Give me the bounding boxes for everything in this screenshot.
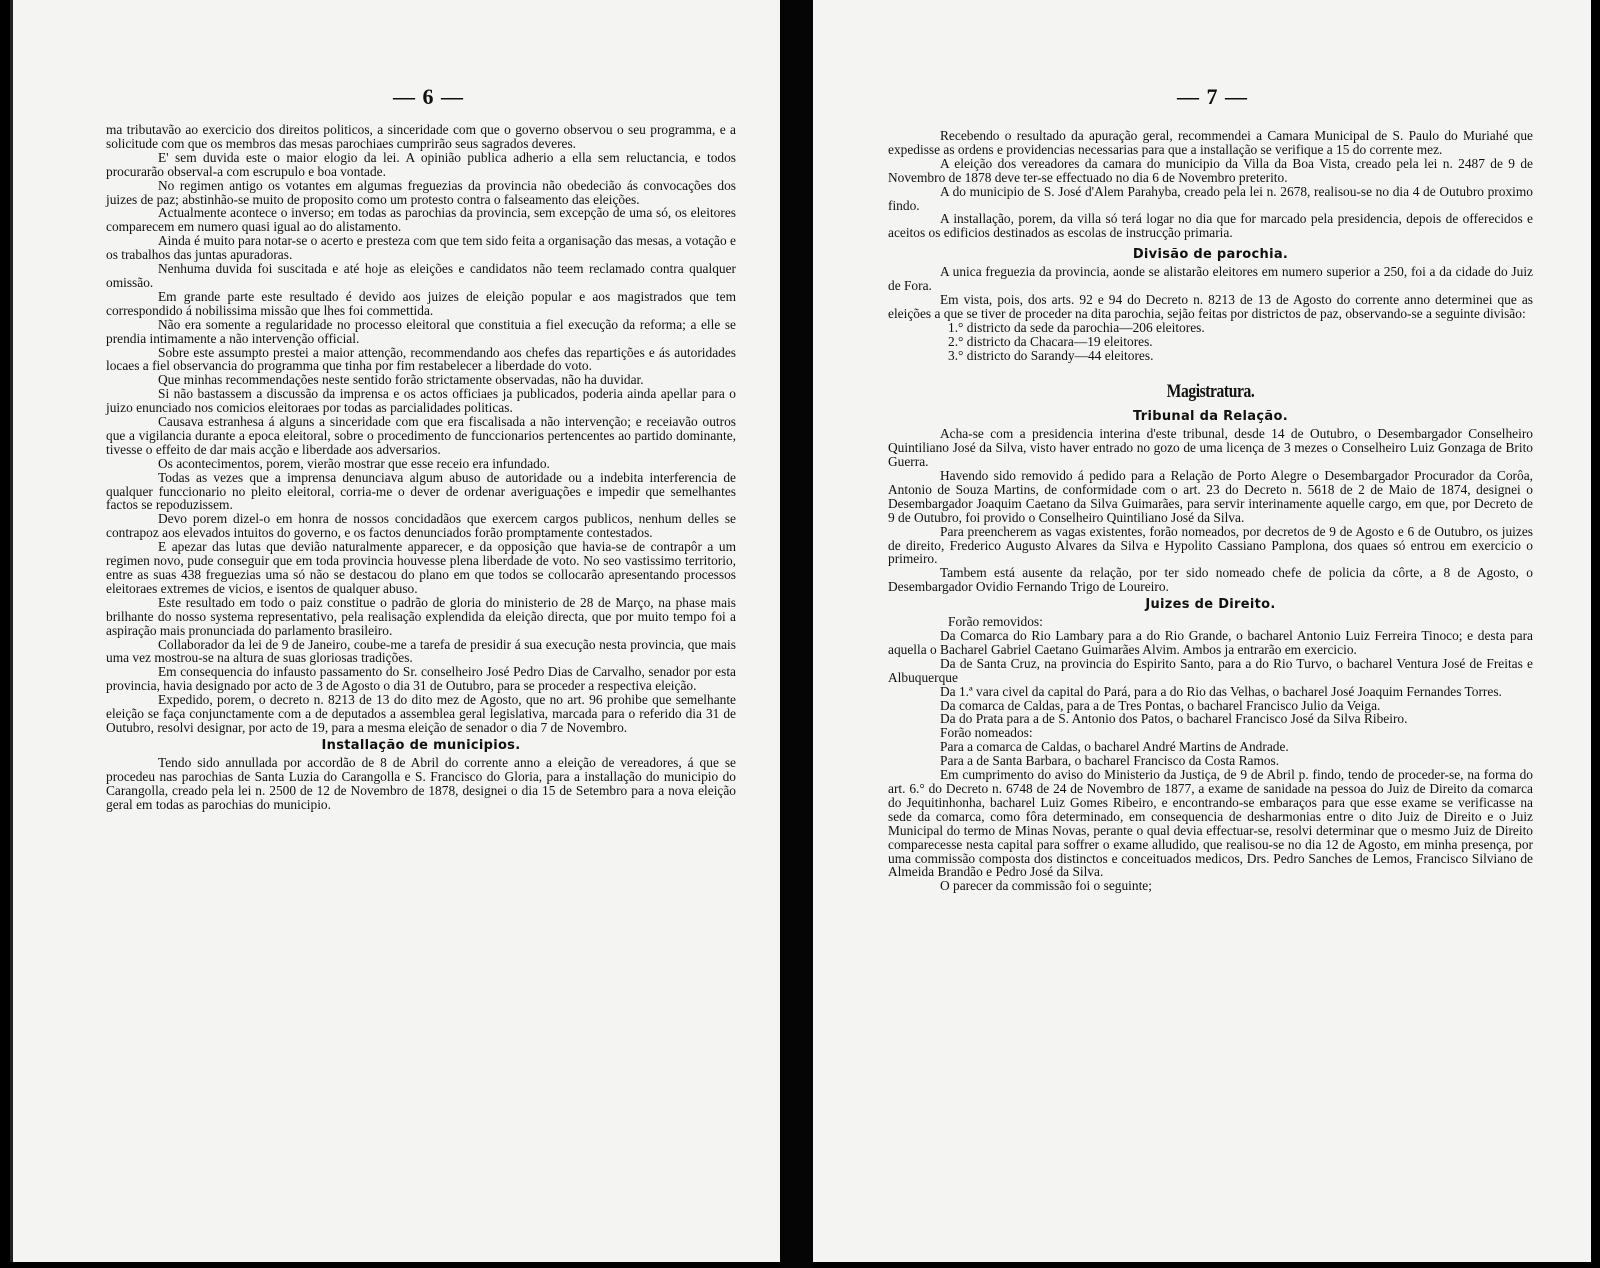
paragraph: Em cumprimento do aviso do Ministerio da Justiça, de 9 de Abril p. findo, tendo de proceder-se, na forma do art. 6.° do Decreto n. 6748 de 24 de Novembro de 1877, a exame de sanidade na pessoa do Juiz de Direito da comarca do Jequitinhonha, bacharel Luiz Gomes Ribeiro, e encontrando-se embaraços para que esse exame se verificasse na sede da comarca, como fôra determinado, em consequencia de desharmonias entre o dito Juiz de Direito e o Juiz Municipal do termo de Minas Novas, perante o qual devia effectuar-se, resolvi determinar que o mesmo Juiz de Direito comparecesse nesta capital para soffrer o exame alludido, que realisou-se no dia 12 de Agosto, em minha presença, por uma commissão composta dos distinctos e conceituados medicos, Drs. Pedro Sanches de Lemos, Francisco Silviano de Almeida Brandão e Pedro José da Silva. <box>888 767 1533 880</box>
paragraph: Ainda é muito para notar-se o acerto e presteza com que tem sido feita a organisação das mesas, a votação e os trabalhos das juntas apuradoras. <box>106 233 736 263</box>
paragraph: E apezar das lutas que devião naturalmente apparecer, e da opposição que havia-se de contrapôr a um regimen novo, pude conseguir que em toda provincia houvesse plena liberdade de voto. No seo vastissimo territorio, entre as suas 438 freguezias uma só não se destacou do plano em que todos se collocarão apresentando processos eleitoraes extremes de vicios, e isentos de qualquer abuso. <box>106 539 736 596</box>
paragraph: Para a comarca de Caldas, o bacharel André Martins de Andrade. <box>940 739 1289 755</box>
paragraph: A unica freguezia da provincia, aonde se alistarão eleitores em numero superior a 250, foi a da cidade do Juiz de Fora. <box>888 264 1533 294</box>
right-paragraphs-divisao <box>888 265 1533 362</box>
left-paragraphs-bottom <box>106 756 736 812</box>
paragraph: Tambem está ausente da relação, por ter sido nomeado chefe de policia da côrte, a 8 de Agosto, o Desembargador Ovidio Fernando Trigo de Loureiro. <box>888 565 1533 595</box>
paragraph: Sobre este assumpto prestei a maior attenção, recommendando aos chefes das repartições e ás autoridades locaes a fiel observancia do programma que tinha por fim restabelecer a liberdade do voto. <box>106 344 736 374</box>
paragraph: 3.° districto do Sarandy—44 eleitores. <box>948 347 1154 363</box>
paragraph: Para a de Santa Barbara, o bacharel Francisco da Costa Ramos. <box>940 753 1280 769</box>
paragraph: 1.° districto da sede da parochia—206 eleitores. <box>948 319 1205 335</box>
paragraph: Que minhas recommendações neste sentido forão strictamente observadas, não ha duvidar. <box>158 372 644 388</box>
heading-divisao: Divisão de parochia. <box>1132 247 1289 263</box>
heading-tribunal: Tribunal da Relação. <box>1133 409 1288 425</box>
paragraph: ma tributavão ao exercicio dos direitos politicos, a sinceridade com que o governo observou o seu programma, e a solicitude com que os membros das mesas parochiaes cumprirão seus sagrados deveres. <box>106 122 736 151</box>
paragraph: Para preencherem as vagas existentes, forão nomeados, por decretos de 9 de Agosto e 6 de Outubro, os juizes de direito, Frederico Augusto Alvares da Silva e Hypolito Cassiano Pamplona, dos quaes só entrou em exercicio o primeiro. <box>888 523 1533 567</box>
paragraph: A installação, porem, da villa só terá logar no dia que for marcado pela presidencia, depois de offerecidos e aceitos os edificios destinados as escolas de instrucção primaria. <box>888 211 1533 241</box>
paragraph: Recebendo o resultado da apuração geral, recommendei a Camara Municipal de S. Paulo do Muriahé que expedisse as ordens e providencias necessarias para que a installação se verifique a 15 do corrente mez. <box>888 128 1533 157</box>
paragraph: Havendo sido removido á pedido para a Relação de Porto Alegre o Desembargador Procurador da Corôa, Antonio de Souza Martins, de conformidade com o art. 23 do Decreto n. 5618 de 2 de Maio de 1874, designei o Desembargador Joaquim Caetano da Silva Guimarães, para servir interinamente aquelle cargo, em que, por Decreto de 9 de Outubro, foi provido o Conselheiro Quintiliano José da Silva. <box>888 468 1533 525</box>
paragraph: Actualmente acontece o inverso; em todas as parochias da provincia, sem excepção de uma só, os eleitores comparecem em numero quasi igual ao do alistamento. <box>106 205 736 235</box>
paragraph: 2.° districto da Chacara—19 eleitores. <box>948 333 1153 349</box>
paragraph: Collaborador da lei de 9 de Janeiro, coube-me a tarefa de presidir á sua execução nesta provincia, que mais uma vez mostrou-se na altura de suas gloriosas tradições. <box>106 636 736 666</box>
paragraph: Em vista, pois, dos arts. 92 e 94 do Decreto n. 8213 de 13 de Agosto do corrente anno determinei que as eleições a que se tiver de proceder na dita parochia, sejão feitas por districtos de paz, observando-se a seguinte divisão: <box>888 291 1533 321</box>
paragraph: Nenhuma duvida foi suscitada e até hoje as eleições e candidatos não teem reclamado contra qualquer omissão. <box>106 261 736 290</box>
page-number: — 6 — <box>393 84 464 109</box>
paragraph: E' sem duvida este o maior elogio da lei. A opinião publica adherio a ella sem reluctancia, e todos procurarão observal-a com escrupulo e boa vontade. <box>106 149 736 179</box>
paragraph: Os acontecimentos, porem, vierão mostrar que esse receio era infundado. <box>158 455 550 471</box>
paragraph: Tendo sido annullada por accordão de 8 de Abril do corrente anno a eleição de vereadores, á que se procedeu nas parochias de Santa Luzia do Carangolla e S. Francisco do Gloria, para a installação do municipio do Carangolla, creado pela lei n. 2500 de 12 de Novembro de 1878, designei o dia 15 de Setembro para a nova eleição geral em todas as parochias do municipio. <box>106 754 736 812</box>
paragraph: Forão nomeados: <box>940 725 1033 741</box>
paragraph: Expedido, porem, o decreto n. 8213 de 13 do dito mez de Agosto, que no art. 96 prohibe que semelhante eleição se faça conjunctamente com a de deputados a assemblea geral legislativa, marcada para o referido dia 31 de Outubro, resolvi designar, por acto de 19, para a mesma eleição de senador o dia 7 de Novembro. <box>106 692 736 735</box>
paragraph: O parecer da commissão foi o seguinte; <box>940 878 1152 894</box>
heading-installacao: Installação de municipios. <box>321 737 521 753</box>
paragraph: Este resultado em todo o paiz constitue o padrão de gloria do ministerio de 28 de Março, na phase mais brilhante do nosso systema representativo, pela realisação explendida da eleição directa, que por muito tempo foi a aspiração mais pronunciada do parlamento brasileiro. <box>106 594 736 638</box>
left-paragraphs-top <box>106 123 736 735</box>
book-gutter <box>780 0 813 1268</box>
page-number: — 7 — <box>1177 84 1248 109</box>
right-paragraphs-top <box>888 129 1533 240</box>
paragraph: Da do Prata para a de S. Antonio dos Patos, o bacharel Francisco José da Silva Ribeiro. <box>940 711 1408 727</box>
right-paragraphs-juizes <box>888 615 1533 893</box>
paragraph: A do municipio de S. José d'Alem Parahyba, creado pela lei n. 2678, realisou-se no dia 4 de Outubro proximo findo. <box>888 183 1533 213</box>
paragraph: Da comarca de Caldas, para a de Tres Pontas, o bacharel Francisco Julio da Veiga. <box>940 697 1381 713</box>
right-paragraphs-tribunal <box>888 427 1533 594</box>
paragraph: Da Comarca do Rio Lambary para a do Rio Grande, o bacharel Antonio Luiz Ferreira Tinoco; e desta para aquella o Bacharel Gabriel Caetano Guimarães Alvim. Ambos ja entrarão em exercicio. <box>888 628 1533 657</box>
paragraph: A eleição dos vereadores da camara do municipio da Villa da Boa Vista, creado pela lei n. 2487 de 9 de Novembro de 1878 deve ter-se effectuado no dia 6 de Novembro preterito. <box>888 155 1533 185</box>
paragraph: Si não bastassem a discussão da imprensa e os actos officiaes ja publicados, poderia ainda apellar para o juizo enunciado nos comicios eleitoraes por todas as parcialidades politicas. <box>106 386 736 416</box>
paragraph: Todas as vezes que a imprensa denunciava algum abuso de autoridade ou a indebita interferencia de qualquer funccionario no pleito eleitoral, corria-me o dever de ordenar averiguações e impedir que semelhantes factos se repoduzissem. <box>106 469 736 513</box>
right-page <box>813 0 1591 1262</box>
left-body <box>106 123 736 811</box>
paragraph: Da 1.ª vara civel da capital do Pará, para a do Rio das Velhas, o bacharel José Joaquim Fernandes Torres. <box>940 683 1502 699</box>
paragraph: Forão removidos: <box>948 614 1043 630</box>
left-page <box>10 0 780 1262</box>
heading-juizes: Juizes de Direito. <box>1145 597 1276 613</box>
paragraph: Causava estranhesa á alguns a sinceridade com que era fiscalisada a não intervenção; e receiavão outros que a vigilancia durante a epoca eleitoral, sobre o procedimento de funccionarios pertencentes ao partido dominante, tivesse o effeito de dar mais acção e liberdade aos adversarios. <box>106 414 736 457</box>
paragraph: Da de Santa Cruz, na provincia do Espirito Santo, para a do Rio Turvo, o bacharel Ventura José de Freitas e Albuquerque <box>888 655 1533 685</box>
paragraph: Em consequencia do infausto passamento do Sr. conselheiro José Pedro Dias de Carvalho, senador por esta provincia, havia designado por acto de 3 de Agosto o dia 31 de Outubro, para se proceder a respectiva eleição. <box>106 664 736 694</box>
paragraph: Acha-se com a presidencia interina d'este tribunal, desde 14 de Outubro, o Desembargador Conselheiro Quintiliano José da Silva, visto haver entrado no gozo de uma licença de 3 mezes o Conselheiro Luiz Gonzaga de Brito Guerra. <box>888 426 1533 470</box>
paragraph: Não era somente a regularidade no processo eleitoral que constituia a fiel execução da reforma; a elle se prendia intimamente a não intervenção official. <box>106 316 736 346</box>
right-body <box>888 129 1533 893</box>
paragraph: Devo porem dizel-o em honra de nossos concidadãos que exercem cargos publicos, nenhum delles se contrapoz aos elevados intuitos do governo, e os factos denunciados forão promptamente contestados. <box>106 511 736 541</box>
heading-magistratura: Magistratura. <box>1166 380 1255 402</box>
paragraph: No regimen antigo os votantes em algumas freguezias da provincia não obedecião ás convocações dos juizes de paz; abstinhão-se muito de proposito como um protesto contra o falseamento das eleições. <box>106 177 736 207</box>
paragraph: Em grande parte este resultado é devido aos juizes de eleição popular e aos magistrados que tem correspondido á nobilissima missão que lhes foi commettida. <box>106 288 736 318</box>
